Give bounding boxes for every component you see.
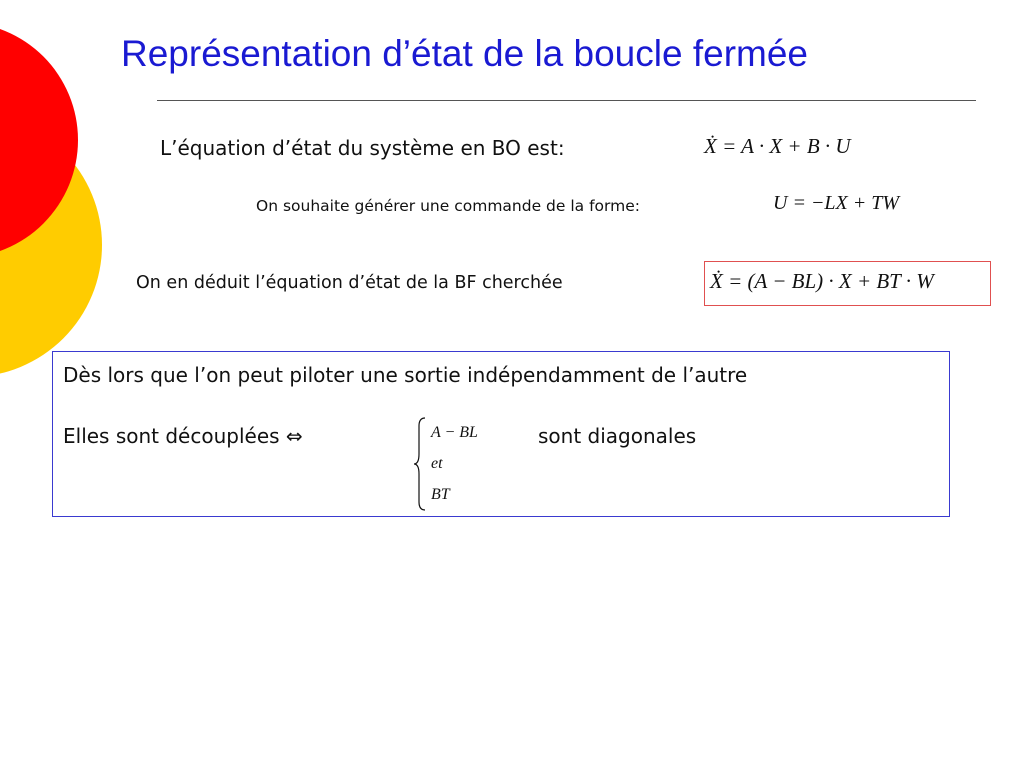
command-label: On souhaite générer une commande de la forme: (256, 197, 640, 215)
system-line-et: et (431, 455, 443, 472)
decorative-circles (0, 0, 110, 380)
bf-state-equation: Ẋ = (A − BL) · X + BT · W (710, 269, 934, 293)
bo-equation-label: L’équation d’état du système en BO est: (160, 136, 565, 160)
bf-equation-label: On en déduit l’équation d’état de la BF cherchée (136, 273, 563, 293)
system-line-a-bl: A − BL (431, 424, 478, 441)
decoupling-panel (52, 351, 950, 517)
panel-line-1: Dès lors que l’on peut piloter une sortie indépendamment de l’autre (63, 363, 748, 387)
command-equation: U = −LX + TW (773, 192, 900, 214)
bo-state-equation: Ẋ = A · X + B · U (704, 134, 851, 158)
panel-line-2-suffix: sont diagonales (538, 424, 697, 448)
page-title: Représentation d’état de la boucle fermée (121, 33, 808, 74)
title-divider (157, 100, 976, 101)
left-brace-icon (413, 416, 427, 512)
panel-line-2-prefix: Elles sont découplées ⇔ (63, 424, 303, 448)
system-line-bt: BT (431, 486, 450, 503)
